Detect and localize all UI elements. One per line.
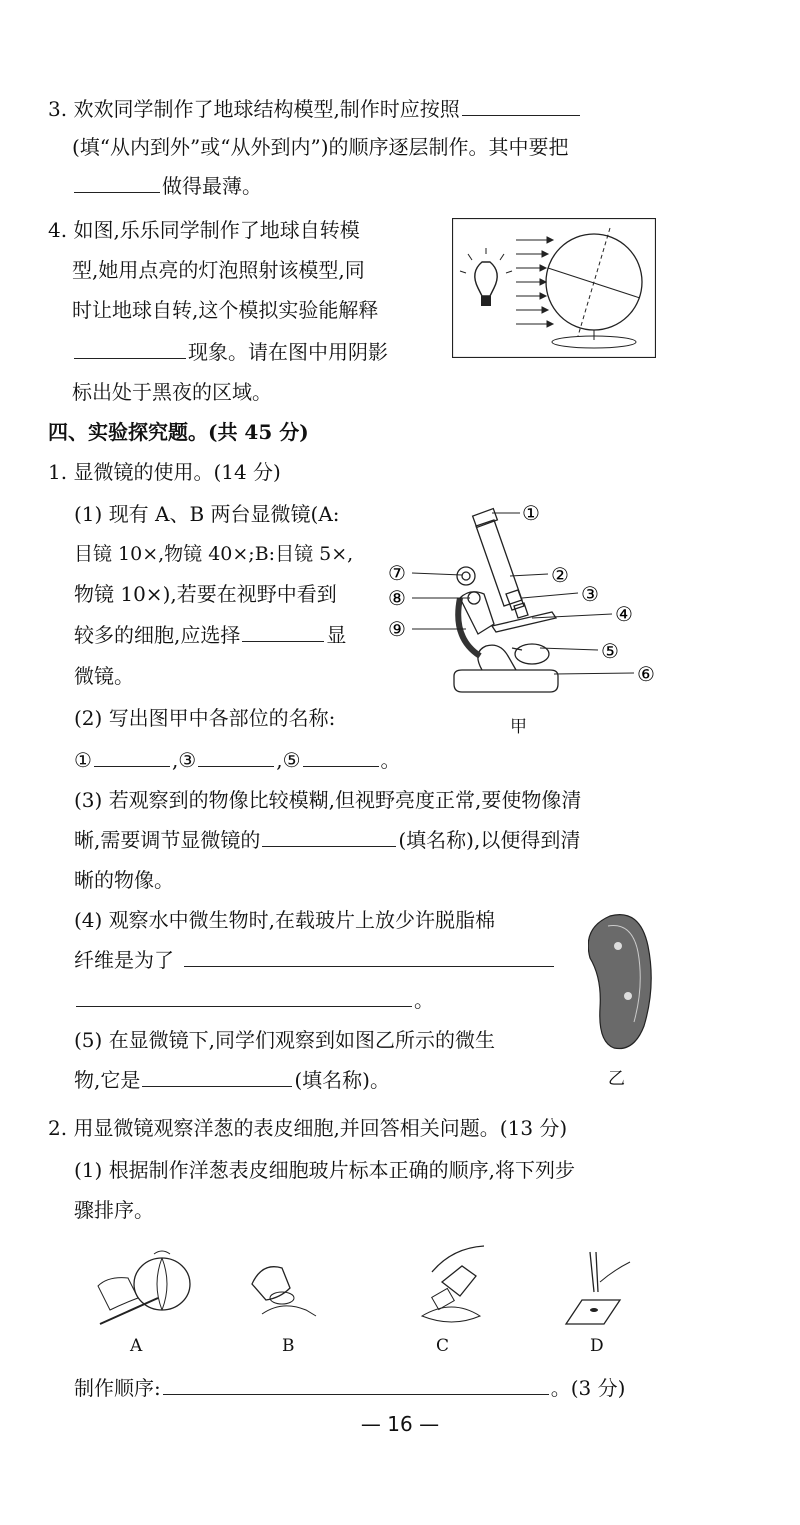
section-4-title: 四、实验探究题。(共 45 分): [48, 420, 309, 444]
vacuole: [614, 942, 622, 950]
label-1: ①: [522, 501, 540, 525]
light-bulb-icon: [460, 248, 512, 306]
e1-blank-part1[interactable]: [94, 746, 170, 767]
q3-blank-layer[interactable]: [74, 172, 160, 193]
e2-order-line: 制作顺序: 。(3 分): [74, 1376, 626, 1400]
paramecium-figure[interactable]: [588, 906, 660, 1056]
e1-blank-microscope[interactable]: [242, 621, 324, 642]
e1-blank-part5[interactable]: [303, 746, 379, 767]
microscope-drawing: [454, 509, 558, 692]
e1-p3-line2: 晰,需要调节显微镜的 (填名称),以便得到清: [74, 828, 581, 852]
e1-blank-adjuster[interactable]: [262, 826, 396, 847]
page-number: — 16 —: [360, 1412, 440, 1436]
e1-p3-line1: (3) 若观察到的物像比较模糊,但视野亮度正常,要使物像清: [74, 788, 582, 812]
step-b-illustration: [238, 1254, 322, 1324]
e1-blank-purpose-2[interactable]: [76, 986, 412, 1007]
q4-line1: 4. 如图,乐乐同学制作了地球自转模: [48, 218, 360, 242]
e2-p1-line1: (1) 根据制作洋葱表皮细胞玻片标本正确的顺序,将下列步: [74, 1158, 576, 1182]
vacuole: [624, 992, 632, 1000]
figure-yi-caption: 乙: [608, 1069, 625, 1089]
q3-blank-order[interactable]: [462, 95, 580, 116]
e1-p1-line4: 较多的细胞,应选择 显: [74, 623, 347, 647]
label-3: ③: [581, 582, 599, 606]
e1-p1-line5: 微镜。: [74, 664, 134, 688]
e1-p1-line3: 物镜 10×),若要在视野中看到: [74, 582, 337, 606]
e1-p5-line1: (5) 在显微镜下,同学们观察到如图乙所示的微生: [74, 1028, 496, 1052]
label-9: ⑨: [388, 617, 406, 641]
label-6: ⑥: [637, 662, 655, 686]
e1-p1-line2: 目镜 10×,物镜 40×;B:目镜 5×,: [74, 543, 354, 565]
q4-line3: 时让地球自转,这个模拟实验能解释: [72, 298, 379, 322]
paramecium-body: [588, 915, 651, 1049]
light-rays: [516, 237, 553, 327]
e1-title: 1. 显微镜的使用。(14 分): [48, 460, 281, 484]
q3-line1: 3. 欢欢同学制作了地球结构模型,制作时应按照: [48, 95, 582, 123]
label-2: ②: [551, 563, 569, 587]
step-a-illustration: [94, 1246, 198, 1328]
q4-line4: 现象。请在图中用阴影: [72, 338, 388, 366]
step-a-label: A: [130, 1336, 143, 1356]
q4-line2: 型,她用点亮的灯泡照射该模型,同: [72, 258, 365, 282]
e1-p2-line2: ① ,③ ,⑤ 。: [74, 748, 401, 772]
globe: [546, 228, 642, 348]
e1-p4-line2: 纤维是为了: [74, 946, 556, 974]
label-8: ⑧: [388, 586, 406, 610]
figure-jia-caption: 甲: [510, 717, 527, 737]
e1-p4-line1: (4) 观察水中微生物时,在载玻片上放少许脱脂棉: [74, 908, 496, 932]
e2-title: 2. 用显微镜观察洋葱的表皮细胞,并回答相关问题。(13 分): [48, 1116, 568, 1140]
e1-p2-line1: (2) 写出图甲中各部位的名称:: [74, 706, 336, 730]
earth-rotation-figure[interactable]: [452, 218, 656, 358]
q3-line3: 做得最薄。: [72, 172, 262, 200]
step-c-illustration: [412, 1242, 498, 1330]
e1-p4-line3: 。: [74, 986, 434, 1014]
microscope-figure[interactable]: [382, 498, 660, 736]
e1-p1-line1: (1) 现有 A、B 两台显微镜(A:: [74, 502, 340, 526]
label-7: ⑦: [388, 561, 406, 585]
label-4: ④: [615, 602, 633, 626]
e2-p1-line2: 骤排序。: [74, 1198, 154, 1222]
e1-p5-line2: 物,它是 (填名称)。: [74, 1068, 390, 1092]
step-d-illustration: [560, 1248, 640, 1330]
e1-blank-part3[interactable]: [198, 746, 274, 767]
q4-blank-phenomenon[interactable]: [74, 338, 186, 359]
q4-line5: 标出处于黑夜的区域。: [72, 380, 272, 404]
e2-blank-order[interactable]: [163, 1374, 549, 1395]
label-5: ⑤: [601, 639, 619, 663]
e1-blank-organism[interactable]: [142, 1066, 292, 1087]
step-b-label: B: [282, 1336, 295, 1356]
step-d-label: D: [590, 1336, 604, 1356]
step-c-label: C: [436, 1336, 450, 1356]
q3-line2: (填“从内到外”或“从外到内”)的顺序逐层制作。其中要把: [72, 135, 569, 159]
e1-blank-purpose-1[interactable]: [184, 946, 554, 967]
e1-p3-line3: 晰的物像。: [74, 868, 174, 892]
